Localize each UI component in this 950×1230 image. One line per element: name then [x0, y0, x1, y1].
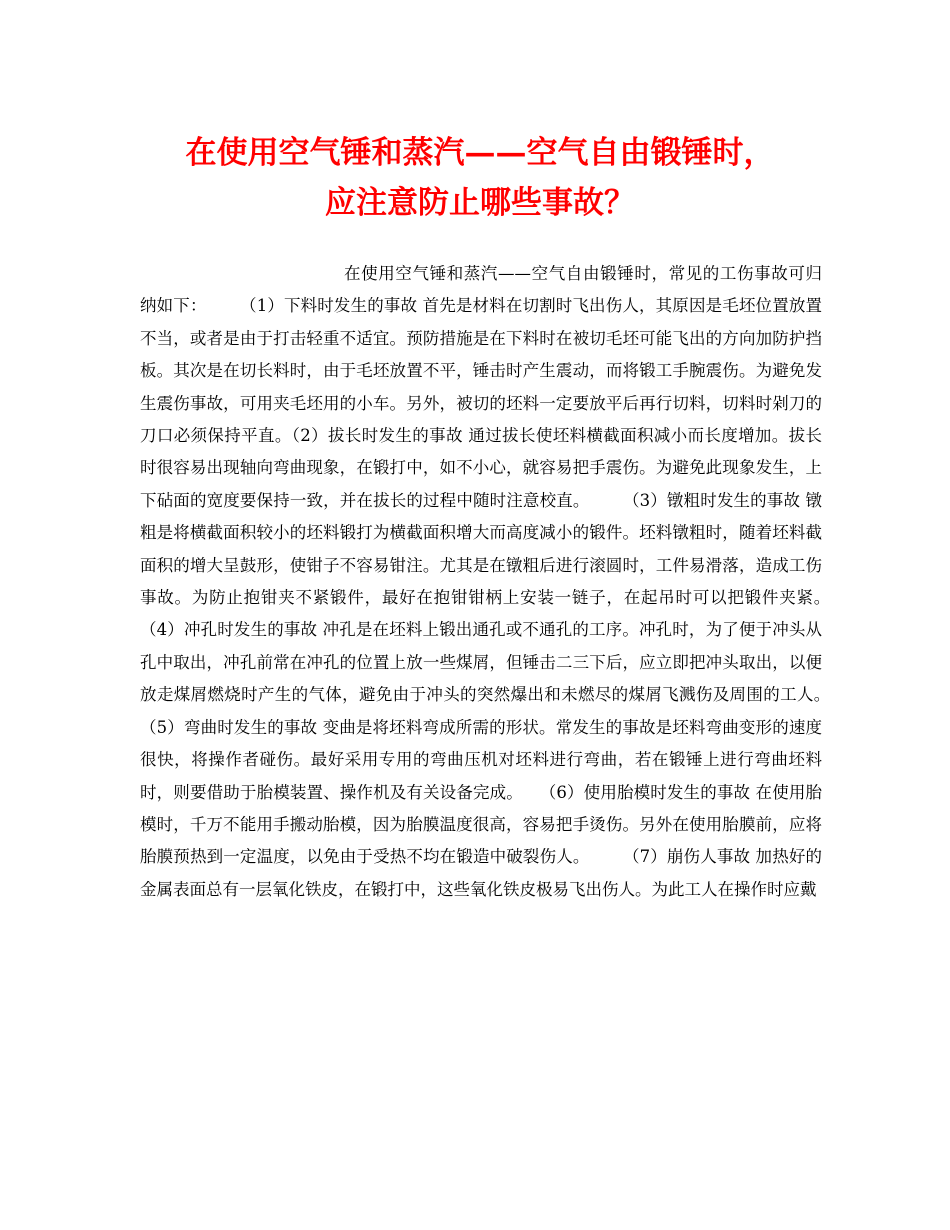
document-title — [100, 128, 860, 228]
document-body: 在使用空气锤和蒸汽——空气自由锻锤时，常见的工伤事故可归纳如下： （1）下料时发生的事故 首先是材料在切割时飞出伤人，其原因是毛坯位置放置不当，或者是由于打击轻重不适宜。预防措施是在下料时在被切毛坯可能飞出的方向加防护挡板。其次是在切长料时，由于毛坯放置不平，锤击时产生震动，而将锻工手腕震伤。为避免发生震伤事故，可用夹毛坯用的小车。另外，被切的坯料一定要放平后再行切料，切料时剁刀的刀口必须保持平直。（2）拔长时发生的事故 通过拔长使坯料横截面积减小而长度增加。拔长时很容易出现轴向弯曲现象，在锻打中，如不小心，就容易把手震伤。为避免此现象发生，上下砧面的宽度要保持一致，并在拔长的过程中随时注意校直。 （3）镦粗时发生的事故 镦粗是将横截面积较小的坯料锻打为横截面积增大而高度减小的锻件。坯料镦粗时，随着坯料截面积的增大呈鼓形，使钳子不容易钳注。尤其是在镦粗后进行滚圆时，工件易滑落，造成工伤事故。为防止抱钳夹不紧锻件，最好在抱钳钳柄上安装一链子，在起吊时可以把锻件夹紧。 （4）冲孔时发生的事故 冲孔是在坯料上锻出通孔或不通孔的工序。冲孔时，为了便于冲头从孔中取出，冲孔前常在冲孔的位置上放一些煤屑，但锤击二三下后，应立即把冲头取出，以便放走煤屑燃烧时产生的气体，避免由于冲头的突然爆出和未燃尽的煤屑飞溅伤及周围的工人。 （5）弯曲时发生的事故 变曲是将坯料弯成所需的形状。常发生的事故是坯料弯曲变形的速度很快，将操作者碰伤。最好采用专用的弯曲压机对坯料进行弯曲，若在锻锤上进行弯曲坯料时，则要借助于胎模装置、操作机及有关设备完成。 （6）使用胎模时发生的事故 在使用胎模时，千万不能用手搬动胎模，因为胎膜温度很高，容易把手烫伤。另外在使用胎膜前，应将胎膜预热到一定温度，以免由于受热不均在锻造中破裂伤人。 （7）崩伤人事故 加热好的金属表面总有一层氧化铁皮，在锻打中，这些氧化铁皮极易飞出伤人。为此工人在操作时应戴 — [140, 264, 872, 899]
title-line-1: 在使用空气锤和蒸汽——空气自由锻锤时， — [185, 135, 775, 171]
title-line-2: 应注意防止哪些事故？ — [325, 185, 635, 221]
